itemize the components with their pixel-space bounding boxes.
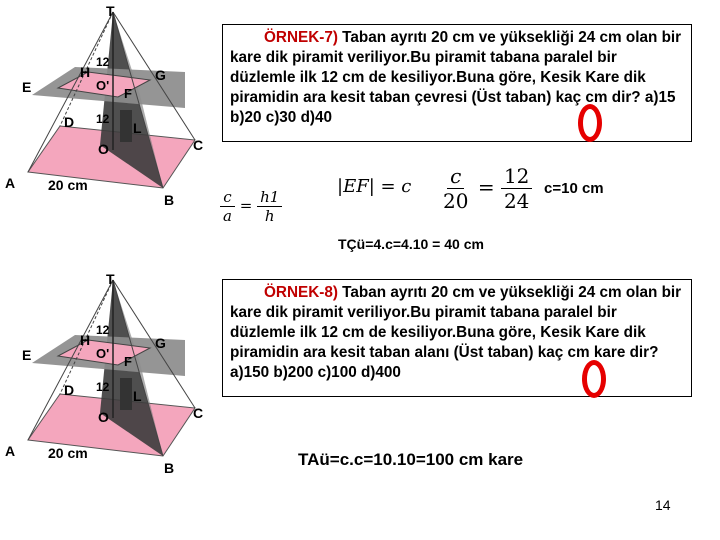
label-G: G	[155, 67, 166, 83]
label-C: C	[193, 137, 204, 153]
label-G: G	[155, 335, 166, 351]
label-O: O	[98, 409, 109, 425]
label-D: D	[64, 114, 75, 130]
example-7-box	[222, 24, 692, 142]
height-marker	[120, 110, 132, 142]
example-8-box	[222, 279, 692, 397]
label-H: H	[80, 64, 91, 80]
height-marker	[120, 378, 132, 410]
pyramid-figure-2	[0, 268, 215, 483]
fraction-formula: $\frac{c}{20}$ = $\frac{12}{24}$	[440, 164, 532, 213]
label-O-prime: O'	[96, 78, 110, 93]
label-D: D	[64, 382, 75, 398]
label-B: B	[164, 460, 175, 476]
page-number: 14	[655, 497, 671, 513]
label-T: T	[106, 271, 115, 287]
label-E: E	[22, 347, 32, 363]
example-7-options: a)15 b)20 c)30 d)40	[230, 89, 676, 126]
label-F: F	[124, 86, 132, 101]
example-8-text: ÖRNEK-8) Taban ayrıtı 20 cm ve yüksekliği 24 cm olan bir kare dik piramit veriliyor.Bu piramit tabana paralel bir düzlemle ilk 12 cm de kesiliyor.Buna göre, Kesik Kare dik piramidin ara kesit taban alanı (Üst taban) kaç cm kare dir? a)150 b)200 c)100 d)400	[230, 284, 682, 381]
label-E: E	[22, 79, 32, 95]
example-8-options: a)150 b)200 c)100 d)400	[230, 364, 401, 381]
label-base-edge: 20 cm	[48, 177, 88, 193]
label-T: T	[106, 3, 115, 19]
label-12-top: 12	[96, 323, 110, 337]
label-12-top: 12	[96, 55, 110, 69]
answer-circle-8	[582, 360, 606, 398]
result-c: c=10 cm	[544, 180, 604, 197]
pyramid-figure-1	[0, 0, 215, 215]
example-7-title: ÖRNEK-7)	[264, 29, 338, 46]
label-base-edge: 20 cm	[48, 445, 88, 461]
ratio-formula: $\frac{c}{a}$ = $\frac{h1}{h}$	[220, 188, 282, 225]
label-A: A	[5, 175, 16, 191]
result-area: TAü=c.c=10.10=100 cm kare	[298, 450, 524, 469]
example-7-text: ÖRNEK-7) Taban ayrıtı 20 cm ve yüksekliği 24 cm olan bir kare dik piramit veriliyor.Bu piramit tabana paralel bir düzlemle ilk 12 cm de kesiliyor.Buna göre, Kesik Kare dik piramidin ara kesit taban çevresi (Üst taban) kaç cm dir? a)15 b)20 c)30 d)40	[230, 29, 682, 126]
label-O: O	[98, 141, 109, 157]
answer-circle-7	[578, 104, 602, 142]
label-12-bottom: 12	[96, 112, 110, 126]
label-B: B	[164, 192, 175, 208]
label-F: F	[124, 354, 132, 369]
result-perimeter: TÇü=4.c=4.10 = 40 cm	[338, 236, 484, 252]
example-8-title: ÖRNEK-8)	[264, 284, 338, 301]
label-H: H	[80, 332, 91, 348]
label-L: L	[133, 120, 142, 136]
label-12-bottom: 12	[96, 380, 110, 394]
label-O-prime: O'	[96, 346, 110, 361]
label-L: L	[133, 388, 142, 404]
label-C: C	[193, 405, 204, 421]
ef-formula: |EF| = c	[337, 176, 412, 197]
label-A: A	[5, 443, 16, 459]
